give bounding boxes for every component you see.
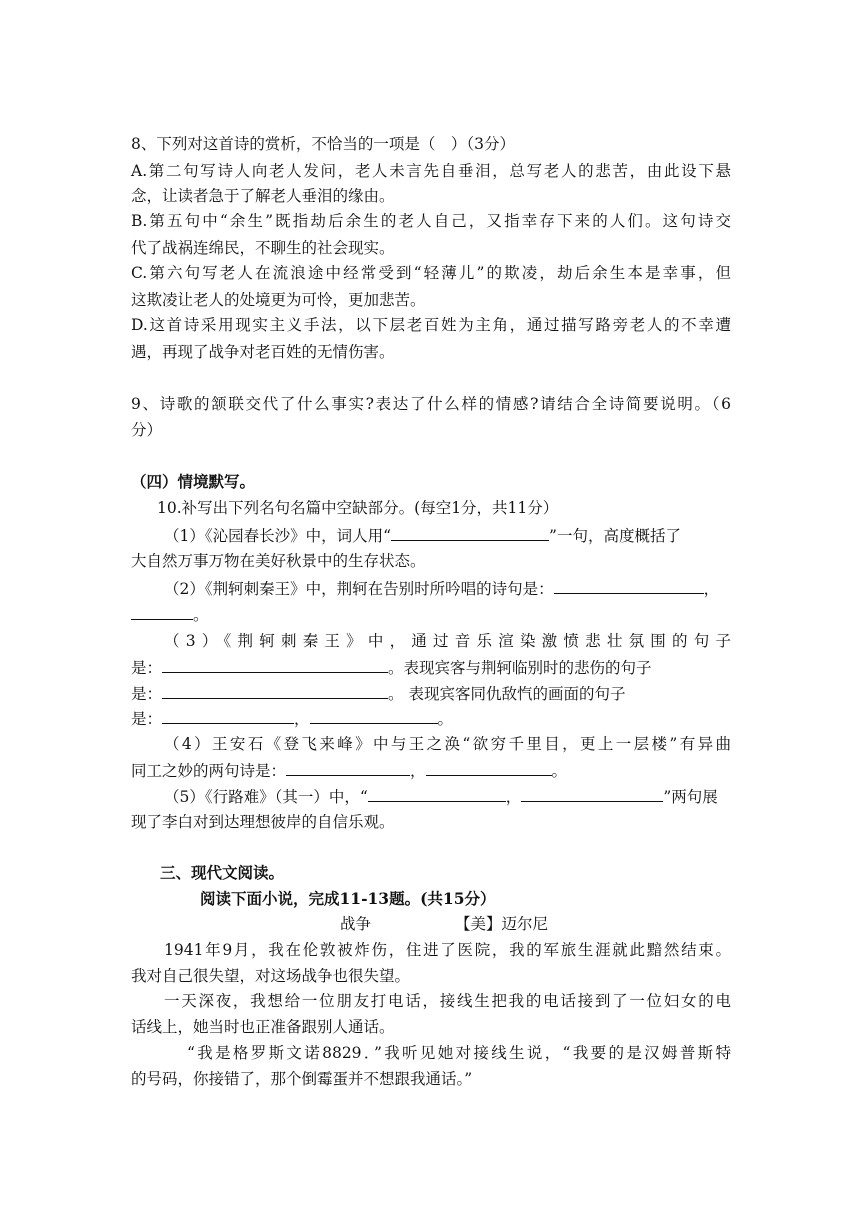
reading-instruction: 阅读下面小说，完成11-13题。(共15分） xyxy=(200,889,496,908)
story-author: 【美】迈尔尼 xyxy=(455,915,549,933)
q10-item3-line3 xyxy=(131,683,731,704)
label-shi: 是： xyxy=(131,685,163,703)
q10-item5-line2: 现了李白对到达理想彼岸的自信乐观。 xyxy=(131,813,395,831)
story-para2-line2: 话线上，她当时也正准备跟别人通话。 xyxy=(131,1018,395,1036)
q10-item3-line4 xyxy=(131,708,731,729)
q10-item3-line2 xyxy=(131,657,731,678)
answer-blank[interactable] xyxy=(162,683,388,699)
q8-option-a-line1: A.第二句写诗人向老人发问，老人未言先自垂泪，总写老人的悲苦，由此设下悬 xyxy=(131,162,731,180)
q10-item2-line2 xyxy=(131,604,731,625)
q10-item5-text-b: ”两句展 xyxy=(663,788,718,806)
q10-item4-line1: （4）王安石《登飞来峰》中与王之涣“欲穷千里目，更上一层楼”有异曲 xyxy=(164,735,731,753)
section3-heading: 三、现代文阅读。 xyxy=(160,863,285,882)
q8-option-c-line2: 这欺凌让老人的处境更为可怜，更加悲苦。 xyxy=(131,291,426,309)
q8-stem: 8、下列对这首诗的赏析，不恰当的一项是（ ）（3分） xyxy=(131,135,515,153)
q10-item3-text-c: 。 表现宾客同仇敌忾的画面的句子 xyxy=(388,685,626,703)
story-title: 战争 xyxy=(340,915,372,933)
comma: ， xyxy=(505,788,522,806)
q10-item4-line2 xyxy=(131,760,731,781)
q9-line1: 9、诗歌的颔联交代了什么事实?表达了什么样的情感?请结合全诗简要说明。（6 xyxy=(131,395,731,413)
answer-blank[interactable] xyxy=(426,760,552,776)
story-para1-line2: 我对自己很失望，对这场战争也很失望。 xyxy=(131,967,411,985)
q9-line2: 分） xyxy=(131,421,163,439)
period: 。 xyxy=(193,606,209,624)
q8-option-d-line1: D.这首诗采用现实主义手法，以下层老百姓为主角，通过描写路旁老人的不幸遭 xyxy=(131,316,731,334)
q10-item1-line1 xyxy=(164,525,731,546)
answer-blank[interactable] xyxy=(521,786,663,802)
comma: ， xyxy=(703,580,720,598)
section4-heading: （四）情境默写。 xyxy=(131,472,256,491)
answer-blank[interactable] xyxy=(310,708,438,724)
answer-blank[interactable] xyxy=(554,578,704,594)
q10-item5-line1 xyxy=(164,786,731,807)
answer-blank[interactable] xyxy=(131,604,193,620)
q10-item5-text-a: （5）《行路难》（其一）中，“ xyxy=(164,788,368,806)
q8-option-b-line1: B.第五句中“余生”既指劫后余生的老人自己，又指幸存下来的人们。这句诗交 xyxy=(131,212,731,230)
answer-blank[interactable] xyxy=(391,525,549,541)
answer-blank[interactable] xyxy=(368,786,506,802)
answer-blank[interactable] xyxy=(162,657,388,673)
q10-item4-text: 同工之妙的两句诗是： xyxy=(131,762,287,780)
q8-option-d-line2: 遇，再现了战争对老百姓的无情伤害。 xyxy=(131,343,395,361)
story-para1-line1: 1941年9月，我在伦敦被炸伤，住进了医院，我的军旅生涯就此黯然结束。 xyxy=(164,941,731,959)
story-para3-line1: “我是格罗斯文诺8829．”我听见她对接线生说，“我要的是汉姆普斯特 xyxy=(187,1044,731,1062)
q10-item1-text-b: ”一句，高度概括了 xyxy=(549,527,681,545)
story-para3-line2: 的号码，你接错了，那个倒霉蛋并不想跟我通话。” xyxy=(131,1070,473,1088)
answer-blank[interactable] xyxy=(162,708,294,724)
period: 。 xyxy=(551,762,568,780)
q10-item3-text-b: 。表现宾客与荆轲临别时的悲伤的句子 xyxy=(388,659,652,677)
answer-blank[interactable] xyxy=(286,760,410,776)
q8-option-c-line1: C.第六句写老人在流浪途中经常受到“轻薄儿”的欺凌，劫后余生本是幸事，但 xyxy=(131,264,731,282)
q10-item1-line2: 大自然万事万物在美好秋景中的生存状态。 xyxy=(131,552,426,570)
period: 。 xyxy=(437,710,454,728)
q10-item2-line1 xyxy=(164,578,731,599)
label-shi: 是： xyxy=(131,710,163,728)
comma: ， xyxy=(410,762,426,780)
label-shi: 是： xyxy=(131,659,163,677)
q10-item2-text: （2）《荆轲刺秦王》中，荆轲在告别时所吟唱的诗句是： xyxy=(164,580,554,598)
q8-option-a-line2: 念，让读者急于了解老人垂泪的缘由。 xyxy=(131,187,395,205)
q10-item3-line1: （3）《荆轲刺秦王》中，通过音乐渲染激愤悲壮氛围的句子 xyxy=(164,632,731,650)
q10-stem: 10.补写出下列名句名篇中空缺部分。(每空1分，共11分） xyxy=(157,499,559,517)
story-para2-line1: 一天深夜，我想给一位朋友打电话，接线生把我的电话接到了一位妇女的电 xyxy=(164,992,731,1010)
q8-option-b-line2: 代了战祸连绵民，不聊生的社会现实。 xyxy=(131,239,395,257)
comma: ， xyxy=(294,710,310,728)
q10-item1-text-a: （1）《沁园春长沙》中，词人用“ xyxy=(164,527,392,545)
